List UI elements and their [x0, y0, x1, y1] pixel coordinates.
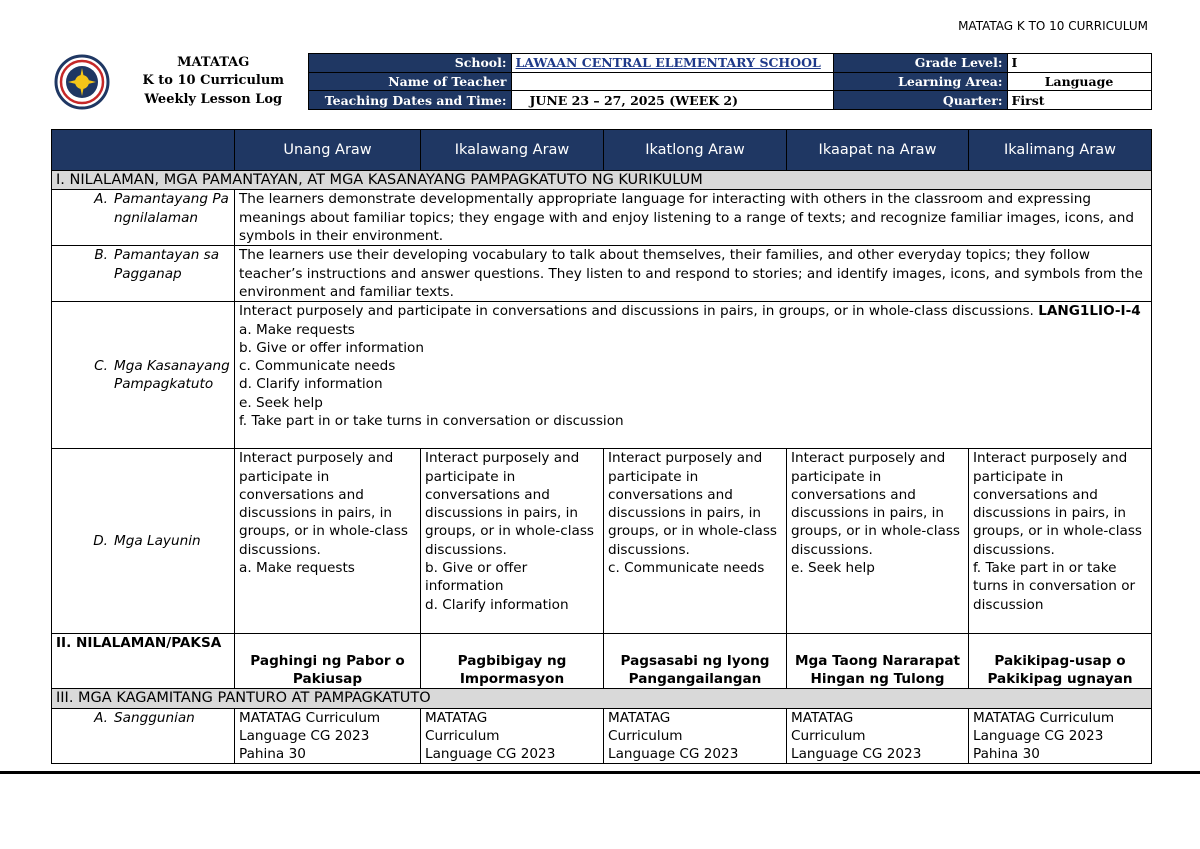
- day-header-row: [52, 130, 1152, 171]
- day-header: Ikalawang Araw: [421, 130, 604, 171]
- references-label: A. Sanggunian: [52, 708, 235, 764]
- dates-label: Teaching Dates and Time:: [308, 91, 511, 110]
- learning-area-label: Learning Area:: [833, 72, 1007, 91]
- topic-day-3: Pagsasabi ng Iyong Pangangailangan: [604, 634, 787, 689]
- deped-seal: [51, 54, 119, 110]
- learning-area-value[interactable]: Language: [1007, 72, 1151, 91]
- competency-intro: Interact purposely and participate in conversations and discussions in pairs, in groups, or in whole-class discussions.: [239, 303, 1034, 320]
- quarter-label: Quarter:: [833, 91, 1007, 110]
- topic-day-2: Pagbibigay ng Impormasyon: [421, 634, 604, 689]
- dates-value[interactable]: JUNE 23 – 27, 2025 (WEEK 2): [511, 91, 833, 110]
- reference-day-2: MATATAG Curriculum Language CG 2023: [421, 708, 604, 764]
- quarter-value[interactable]: First: [1007, 91, 1151, 110]
- section-3-title: III. MGA KAGAMITANG PANTURO AT PAMPAGKATUTO: [52, 689, 1152, 708]
- grade-level-label: Grade Level:: [833, 54, 1007, 73]
- competency-item: c. Communicate needs: [239, 358, 396, 375]
- competency-item: e. Seek help: [239, 394, 323, 411]
- school-value[interactable]: LAWAAN CENTRAL ELEMENTARY SCHOOL: [511, 54, 833, 73]
- topic-day-1: Paghingi ng Pabor o Pakiusap: [235, 634, 421, 689]
- row-d-label: D. Mga Layunin: [52, 449, 235, 634]
- corner-cell: [52, 130, 235, 171]
- reference-day-5: MATATAG Curriculum Language CG 2023 Pahina 30: [969, 708, 1152, 764]
- reference-day-3: MATATAG Curriculum Language CG 2023: [604, 708, 787, 764]
- row-topic: [52, 634, 1152, 689]
- row-d: [52, 449, 1152, 634]
- competency-item: f. Take part in or take turns in conversation or discussion: [239, 413, 624, 430]
- reference-day-1: MATATAG Curriculum Language CG 2023 Pahina 30: [235, 708, 421, 764]
- title-line-2: K to 10 Curriculum: [142, 73, 285, 89]
- lesson-log-header: [51, 53, 1152, 110]
- objective-day-3: Interact purposely and participate in conversations and discussions in pairs, in groups, or in whole-class discussions. c. Communicate needs: [604, 449, 787, 634]
- section-1-row: [52, 171, 1152, 190]
- objective-day-5: Interact purposely and participate in conversations and discussions in pairs, in groups, or in whole-class discussions. f. Take part in or take turns in conversation or discussion: [969, 449, 1152, 634]
- page-divider: [0, 771, 1200, 774]
- row-b: [52, 246, 1152, 302]
- competency-item: b. Give or offer information: [239, 339, 424, 356]
- row-a: [52, 190, 1152, 246]
- section-1-title: I. NILALAMAN, MGA PAMANTAYAN, AT MGA KASANAYANG PAMPAGKATUTO NG KURIKULUM: [52, 171, 1152, 190]
- row-c: [52, 302, 1152, 449]
- teacher-value[interactable]: [511, 72, 833, 91]
- grade-level-value[interactable]: I: [1007, 54, 1151, 73]
- objective-day-1: Interact purposely and participate in conversations and discussions in pairs, in groups, or in whole-class discussions. a. Make requests: [235, 449, 421, 634]
- row-c-label: C. Mga Kasanayang Pampagkatuto: [52, 302, 235, 449]
- row-references: [52, 708, 1152, 764]
- row-a-text: The learners demonstrate developmentally appropriate language for interacting with others in the classroom and expressing meanings about familiar topics; they engage with and enjoy listening to a range of texts; and recognize familiar images, icons, and symbols in their environment.: [235, 190, 1152, 246]
- day-header: Unang Araw: [235, 130, 421, 171]
- competency-item: a. Make requests: [239, 321, 355, 338]
- competency-item: d. Clarify information: [239, 376, 383, 393]
- day-header: Ikatlong Araw: [604, 130, 787, 171]
- objective-day-4: Interact purposely and participate in conversations and discussions in pairs, in groups, or in whole-class discussions. e. Seek help: [787, 449, 969, 634]
- row-b-text: The learners use their developing vocabulary to talk about themselves, their families, and other everyday topics; they follow teacher’s instructions and answer questions. They listen to and respond to stories; and identify images, icons, and symbols from the environment and familiar texts.: [235, 246, 1152, 302]
- objective-day-2: Interact purposely and participate in conversations and discussions in pairs, in groups, or in whole-class discussions. b. Give or offer information d. Clarify information: [421, 449, 604, 634]
- row-b-label: B. Pamantayan sa Pagganap: [52, 246, 235, 302]
- school-label: School:: [308, 54, 511, 73]
- reference-day-4: MATATAG Curriculum Language CG 2023: [787, 708, 969, 764]
- page-label: MATATAG K TO 10 CURRICULUM: [958, 19, 1148, 33]
- row-c-text: [235, 302, 1152, 449]
- competency-code: LANG1LIO-I-4: [1038, 303, 1141, 320]
- teacher-label: Name of Teacher: [308, 72, 511, 91]
- day-header: Ikalimang Araw: [969, 130, 1152, 171]
- section-3-row: [52, 689, 1152, 708]
- deped-seal-icon: [51, 54, 119, 110]
- title-line-1: MATATAG: [177, 54, 250, 70]
- topic-day-4: Mga Taong Nararapat Hingan ng Tulong: [787, 634, 969, 689]
- day-header: Ikaapat na Araw: [787, 130, 969, 171]
- lesson-log-table: [51, 129, 1152, 764]
- topic-day-5: Pakikipag-usap o Pakikipag ugnayan: [969, 634, 1152, 689]
- topic-label: II. NILALAMAN/PAKSA: [52, 634, 235, 689]
- title-line-3: Weekly Lesson Log: [144, 92, 283, 108]
- row-a-label: A. Pamantayang Pangnilalaman: [52, 190, 235, 246]
